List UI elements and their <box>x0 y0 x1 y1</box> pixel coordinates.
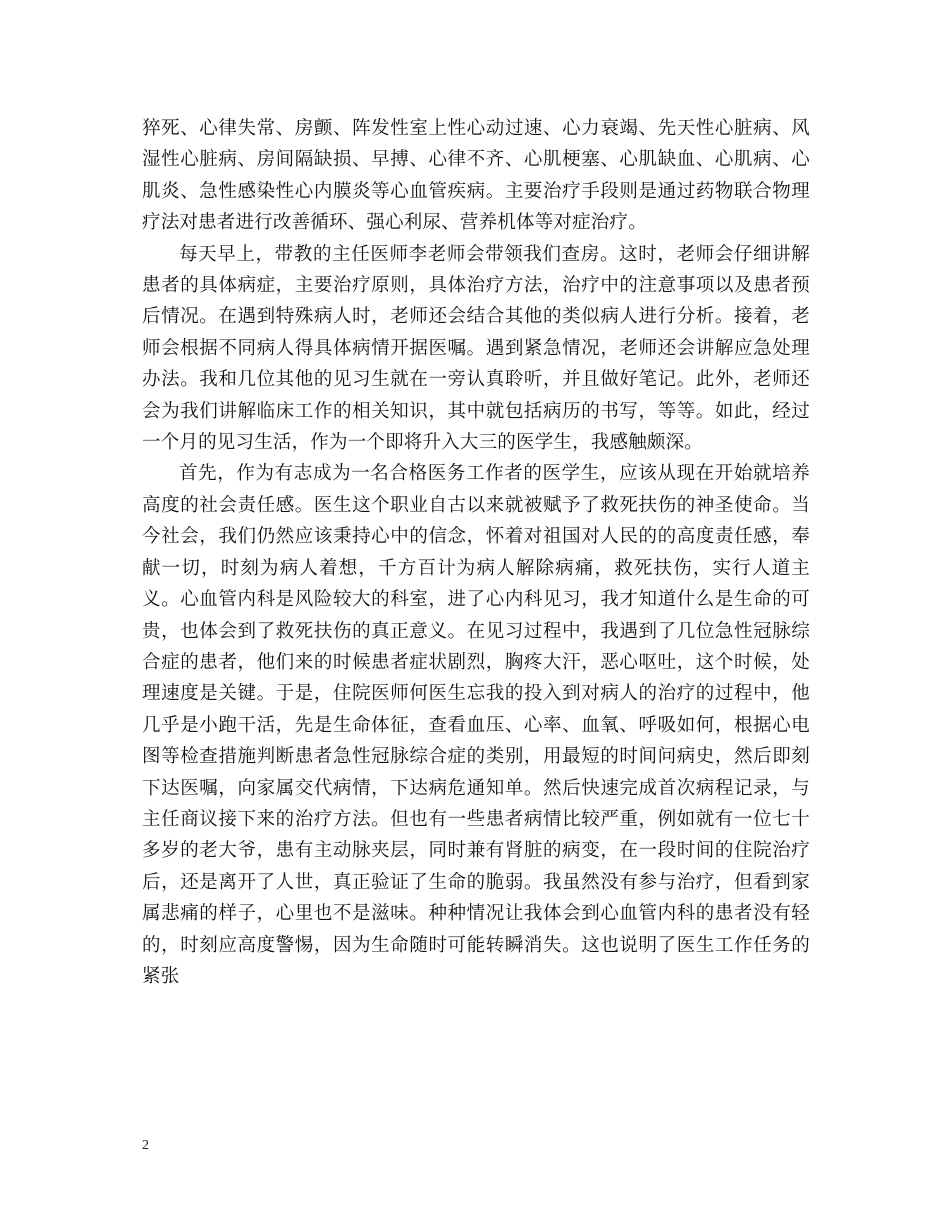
page-number: 2 <box>142 1138 149 1153</box>
paragraph-1: 猝死、心律失常、房颤、阵发性室上性心动过速、心力衰竭、先天性心脏病、风湿性心脏病、房间隔缺损、早搏、心律不齐、心肌梗塞、心肌缺血、心肌病、心肌炎、急性感染性心内膜炎等心血管疾病。主要治疗手段则是通过药物联合物理疗法对患者进行改善循环、强心利尿、营养机体等对症治疗。 <box>142 118 810 234</box>
document-body <box>142 113 810 992</box>
paragraph-3: 首先，作为有志成为一名合格医务工作者的医学生，应该从现在开始就培养高度的社会责任感。医生这个职业自古以来就被赋予了救死扶伤的神圣使命。当今社会，我们仍然应该秉持心中的信念，怀着对祖国对人民的的高度责任感，奉献一切，时刻为病人着想，千方百计为病人解除病痛，救死扶伤，实行人道主义。心血管内科是风险较大的科室，进了心内科见习，我才知道什么是生命的可贵，也体会到了救死扶伤的真正意义。在见习过程中，我遇到了几位急性冠脉综合症的患者，他们来的时候患者症状剧烈，胸疼大汗，恶心呕吐，这个时候，处理速度是关键。于是，住院医师何医生忘我的投入到对病人的治疗的过程中，他几乎是小跑干活，先是生命体征，查看血压、心率、血氧、呼吸如何，根据心电图等检查措施判断患者急性冠脉综合症的类别，用最短的时间问病史，然后即刻下达医嘱，向家属交代病情，下达病危通知单。然后快速完成首次病程记录，与主任商议接下来的治疗方法。但也有一些患者病情比较严重，例如就有一位七十多岁的老大爷，患有主动脉夹层，同时兼有肾脏的病变，在一段时间的住院治疗后，还是离开了人世，真正验证了生命的脆弱。我虽然没有参与治疗，但看到家属悲痛的样子，心里也不是滋味。种种情况让我体会到心血管内科的患者没有轻的，时刻应高度警惕，因为生命随时可能转瞬消失。这也说明了医生工作任务的紧张 <box>142 463 810 987</box>
paragraph-2: 每天早上，带教的主任医师李老师会带领我们查房。这时，老师会仔细讲解患者的具体病症，主要治疗原则，具体治疗方法，治疗中的注意事项以及患者预后情况。在遇到特殊病人时，老师还会结合其他的类似病人进行分析。接着，老师会根据不同病人得具体病情开据医嘱。遇到紧急情况，老师还会讲解应急处理办法。我和几位其他的见习生就在一旁认真聆听，并且做好笔记。此外，老师还会为我们讲解临床工作的相关知识，其中就包括病历的书写，等等。如此，经过一个月的见习生活，作为一个即将升入大三的医学生，我感触颇深。 <box>142 243 810 454</box>
